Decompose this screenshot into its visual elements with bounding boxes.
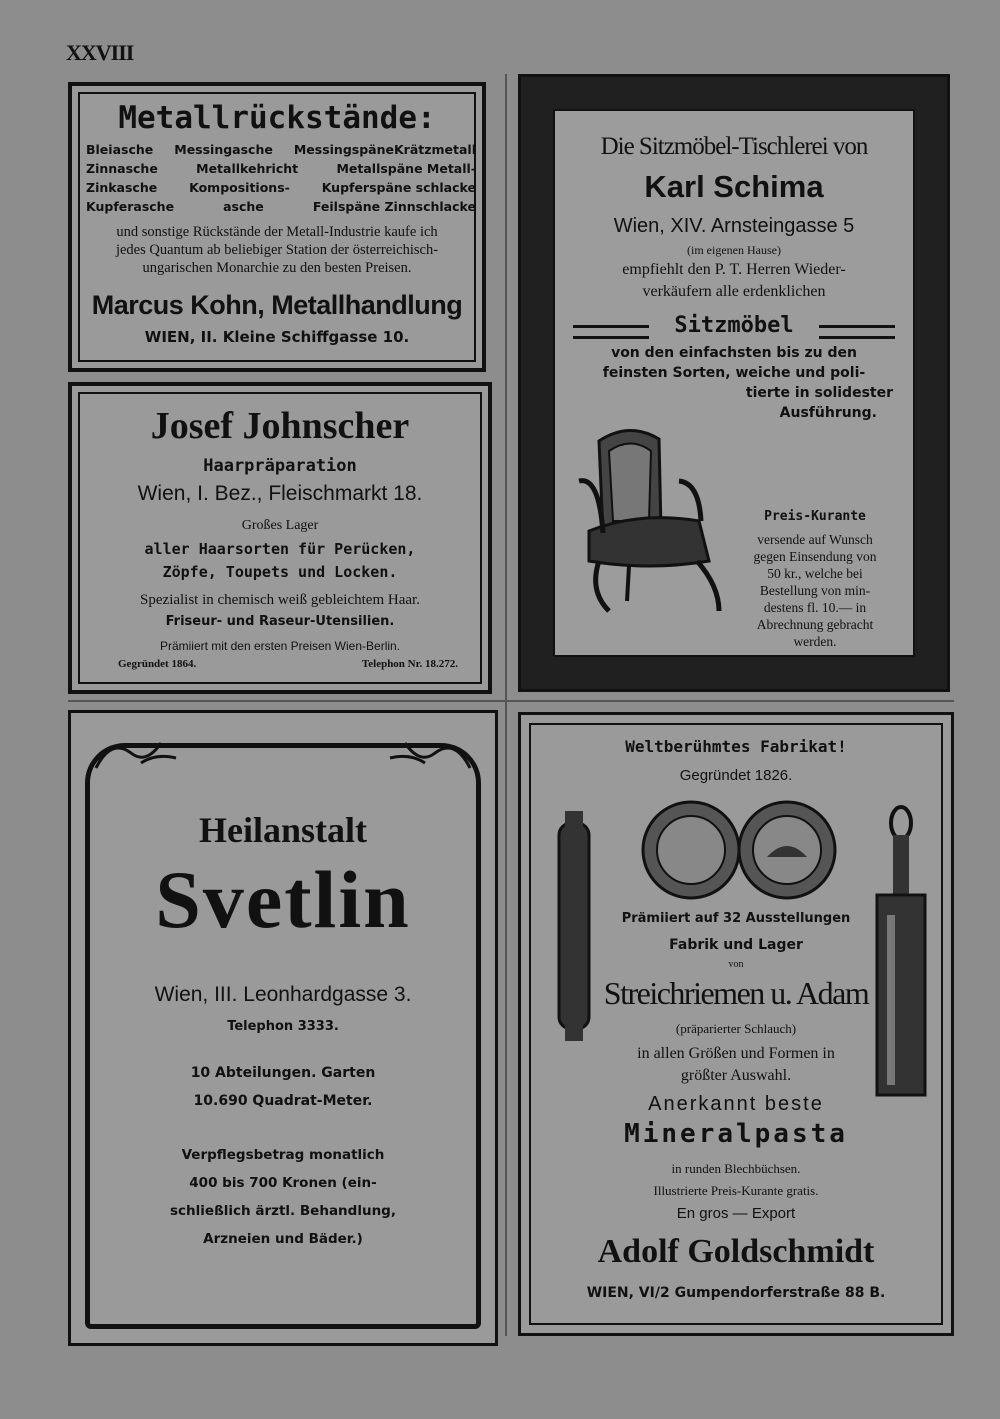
price-line: versende auf Wunsch xyxy=(757,532,873,547)
firm-name: Karl Schima xyxy=(644,169,824,204)
body-line: größter Auswahl. xyxy=(680,1067,792,1084)
body-line: Arzneien und Bäder.) xyxy=(203,1231,363,1247)
body-line: Friseur- und Raseur-Utensilien. xyxy=(165,614,395,629)
body-line: in runden Blechbüchsen. xyxy=(671,1161,801,1176)
firm-address: Wien, III. Leonhardgasse 3. xyxy=(154,983,412,1006)
awards-line: Prämiiert auf 32 Ausstellungen xyxy=(621,911,851,926)
list-cell: Metallkehricht xyxy=(196,161,299,176)
body-line: Prämiiert mit den ersten Preisen Wien-Berlin. xyxy=(159,639,401,653)
firm-name: Svetlin xyxy=(155,854,411,945)
list-cell: asche xyxy=(223,199,264,214)
product-name: Streichriemen u. Adam xyxy=(603,975,869,1011)
body-line: Fabrik und Lager xyxy=(669,937,803,953)
body-line: jedes Quantum ab beliebiger Station der österreichisch- xyxy=(115,242,439,258)
body-line: von xyxy=(728,959,744,970)
price-text xyxy=(725,531,905,650)
material-list xyxy=(86,142,476,218)
body-line: 400 bis 700 Kronen (ein- xyxy=(189,1175,377,1191)
ad-metallrueckstaende xyxy=(68,82,486,372)
body-line: in allen Größen und Formen in xyxy=(637,1045,835,1062)
list-cell: Feilspäne Zinnschlacke xyxy=(312,199,476,214)
body-line: En gros — Export xyxy=(676,1205,796,1222)
firm-name: Josef Johnscher xyxy=(150,405,410,447)
medals-illustration xyxy=(639,795,839,905)
horizontal-rule xyxy=(68,700,954,702)
body-line: Anerkannt beste xyxy=(648,1093,824,1115)
price-line: destens fl. 10.— in xyxy=(763,600,867,615)
founded-date: Gegründet 1864. xyxy=(118,658,197,670)
firm-name: Adolf Goldschmidt xyxy=(597,1233,875,1270)
ornament-right xyxy=(385,733,475,773)
address-note: (im eigenen Hause) xyxy=(687,243,781,257)
body-line: Die Sitzmöbel-Tischlerei von xyxy=(600,133,868,160)
price-heading: Preis-Kurante xyxy=(764,509,866,524)
body-line: und sonstige Rückstände der Metall-Industrie kaufe ich xyxy=(116,224,438,240)
firm-address: Wien, XIV. Arnsteingasse 5 xyxy=(613,215,855,237)
ad-panel xyxy=(553,109,915,657)
page-number: XXVIII xyxy=(66,40,134,65)
firm-address: WIEN, VI/2 Gumpendorferstraße 88 B. xyxy=(586,1285,886,1301)
body-line: Zöpfe, Toupets und Locken. xyxy=(162,563,398,581)
list-row xyxy=(86,142,476,161)
ad-johnscher xyxy=(68,382,492,694)
list-cell: MessingspäneKrätzmetall xyxy=(293,142,476,157)
price-line: werden. xyxy=(793,634,837,649)
trade-label: Haarpräparation xyxy=(203,456,357,476)
armchair-illustration xyxy=(569,421,729,621)
body-line: tierte in solidester xyxy=(745,385,893,401)
price-line: gegen Einsendung von xyxy=(753,549,877,564)
body-line: Ausführung. xyxy=(779,405,877,421)
product-name: Sitzmöbel xyxy=(674,313,794,338)
body-line: von den einfachsten bis zu den xyxy=(611,345,857,361)
firm-address: WIEN, II. Kleine Schiffgasse 10. xyxy=(144,328,410,346)
list-cell: Kupferasche xyxy=(86,199,175,214)
list-cell: Bleiasche xyxy=(86,142,154,157)
list-cell: Kompositions- xyxy=(189,180,290,195)
list-cell: Messingasche xyxy=(174,142,273,157)
ad-title: Metallrückstände: xyxy=(118,100,436,136)
body-line: empfiehlt den P. T. Herren Wieder- xyxy=(622,261,846,278)
list-row xyxy=(86,161,476,180)
body-line: ungarischen Monarchie zu den besten Preisen. xyxy=(142,260,412,276)
body-line: Verpflegsbetrag monatlich xyxy=(181,1147,385,1163)
phone-number: Telephon 3333. xyxy=(227,1019,339,1034)
body-line: Illustrierte Preis-Kurante gratis. xyxy=(653,1183,819,1198)
phone-number: Telephon Nr. 18.272. xyxy=(361,658,458,670)
list-cell: Zinkasche xyxy=(86,180,158,195)
price-line: 50 kr., welche bei xyxy=(767,566,863,581)
body-line: feinsten Sorten, weiche und poli- xyxy=(602,365,866,381)
price-line: Abrechnung gebracht xyxy=(756,617,874,632)
ad-svetlin xyxy=(68,710,498,1346)
price-line: Bestellung von min- xyxy=(759,583,871,598)
founded-date: Gegründet 1826. xyxy=(679,767,793,784)
vertical-rule xyxy=(505,74,507,1336)
product-name: Mineralpasta xyxy=(624,1119,848,1149)
ad-goldschmidt xyxy=(518,712,954,1336)
body-line: 10.690 Quadrat-Meter. xyxy=(193,1093,373,1109)
body-line: verkäufern alle erdenklichen xyxy=(642,283,826,300)
list-row xyxy=(86,199,476,218)
body-line: schließlich ärztl. Behandlung, xyxy=(170,1203,396,1219)
ornament-left xyxy=(91,733,181,773)
list-cell: Zinnasche xyxy=(86,161,158,176)
body-line: Großes Lager xyxy=(241,518,319,533)
firm-name: Marcus Kohn, Metallhandlung xyxy=(91,290,463,320)
body-line: Heilanstalt xyxy=(199,810,367,850)
body-line: Weltberühmtes Fabrikat! xyxy=(625,737,847,756)
body-line: aller Haarsorten für Perücken, xyxy=(144,540,416,558)
list-cell: Metallspäne Metall- xyxy=(336,161,476,176)
body-line: Spezialist in chemisch weiß gebleichtem Haar. xyxy=(140,592,420,608)
body-line: (präparierter Schlauch) xyxy=(675,1021,797,1036)
body-line: 10 Abteilungen. Garten xyxy=(190,1065,376,1081)
list-cell: Kupferspäne schlacke xyxy=(321,180,476,195)
ad-schima xyxy=(518,74,950,692)
firm-address: Wien, I. Bez., Fleischmarkt 18. xyxy=(137,482,423,505)
list-row xyxy=(86,180,476,199)
